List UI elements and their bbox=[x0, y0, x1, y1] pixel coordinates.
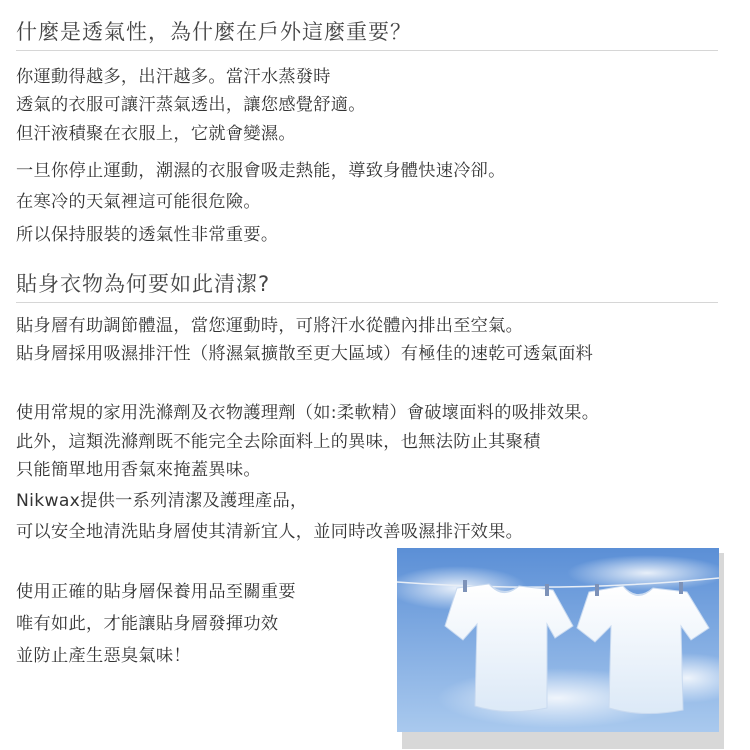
s2-p2-line-1: 使用常規的家用洗滌劑及衣物護理劑（如:柔軟精）會破壞面料的吸排效果。 bbox=[16, 403, 600, 423]
s2-p3-line-1: 使用正確的貼身層保養用品至關重要 bbox=[16, 582, 296, 602]
shirts-clothesline-icon bbox=[397, 548, 719, 732]
s2-p1-line-1: 貼身層有助調節體温，當您運動時，可將汗水從體內排出至空氣。 bbox=[16, 316, 524, 336]
s2-p2-line-2: 此外，這類洗滌劑既不能完全去除面料上的異味，也無法防止其聚積 bbox=[16, 432, 541, 452]
s2-p2-line-4: Nikwax提供一系列清潔及護理產品， bbox=[16, 491, 308, 511]
s2-p2-line-3: 只能簡單地用香氣來掩蓋異味。 bbox=[16, 460, 261, 480]
s1-line-6: 所以保持服裝的透氣性非常重要。 bbox=[16, 225, 279, 245]
s2-p3-line-3: 並防止產生惡臭氣味！ bbox=[16, 646, 191, 666]
s1-line-1: 你運動得越多，出汗越多。當汗水蒸發時 bbox=[16, 67, 331, 87]
section-2-title: 貼身衣物為何要如此清潔? bbox=[16, 272, 271, 296]
s2-p2-line-5: 可以安全地清洗貼身層使其清新宜人，並同時改善吸濕排汗效果。 bbox=[16, 522, 524, 542]
section-1-title: 什麼是透氣性，為什麼在戶外這麼重要？ bbox=[16, 20, 412, 44]
laundry-photo bbox=[397, 548, 719, 744]
s1-line-2: 透氣的衣服可讓汗蒸氣透出，讓您感覺舒適。 bbox=[16, 95, 366, 115]
section-1-divider bbox=[16, 50, 718, 51]
laundry-photo-image bbox=[397, 548, 719, 732]
s1-line-4: 一旦你停止運動，潮濕的衣服會吸走熱能，導致身體快速冷卻。 bbox=[16, 161, 506, 181]
s2-p3-line-2: 唯有如此，才能讓貼身層發揮功效 bbox=[16, 614, 279, 634]
s1-line-5: 在寒冷的天氣裡這可能很危險。 bbox=[16, 192, 261, 212]
s1-line-3: 但汗液積聚在衣服上，它就會變濕。 bbox=[16, 124, 296, 144]
s2-p1-line-2: 貼身層採用吸濕排汗性（將濕氣擴散至更大區域）有極佳的速乾可透氣面料 bbox=[16, 344, 594, 364]
section-2-divider bbox=[16, 302, 718, 303]
